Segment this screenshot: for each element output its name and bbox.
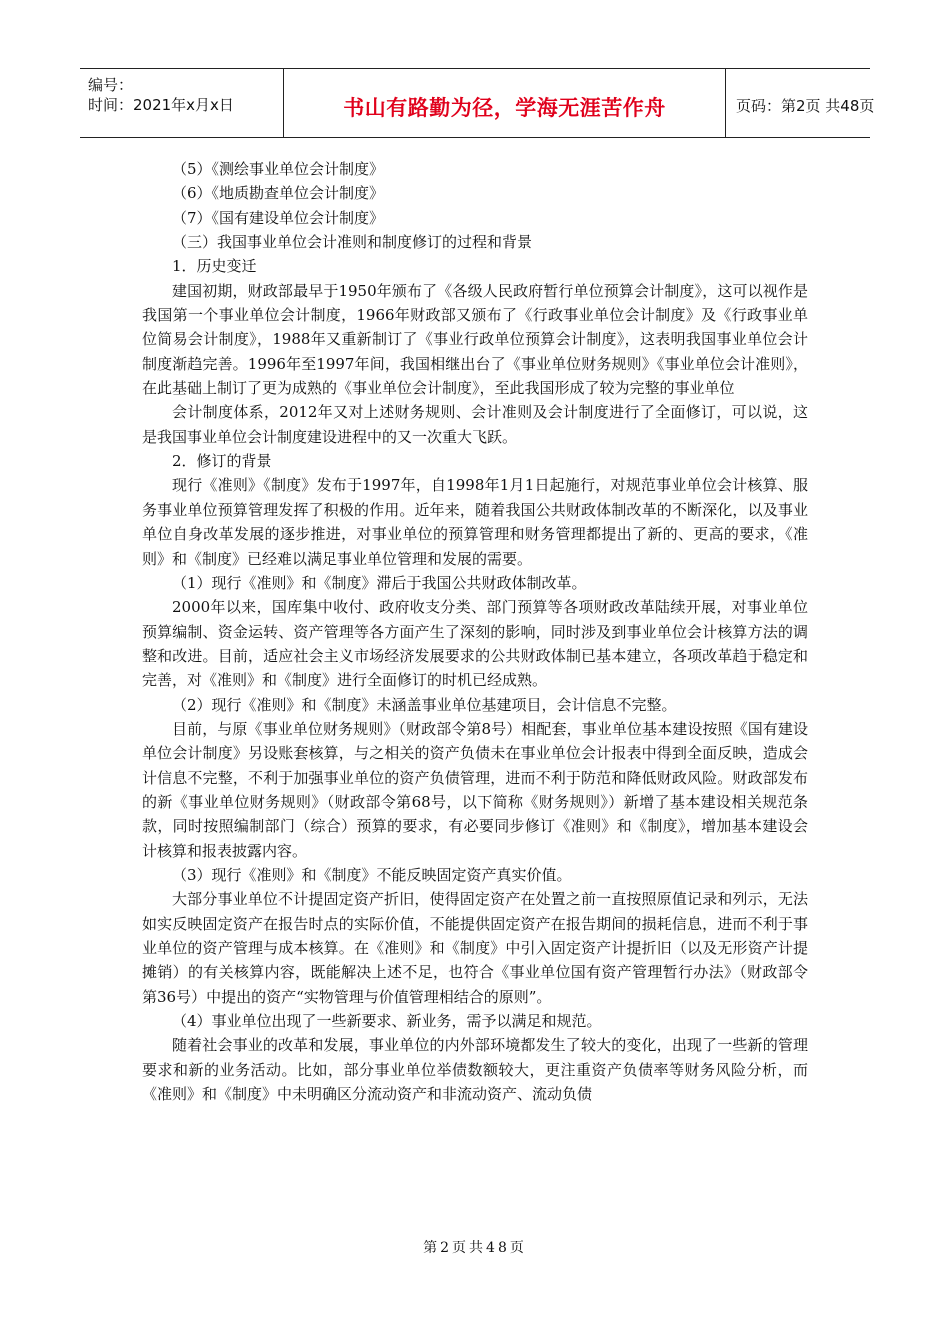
list-item-heading: （1）现行《准则》和《制度》滞后于我国公共财政体制改革。 <box>172 573 587 592</box>
paragraph: （6）《地质勘查单位会计制度》 <box>172 184 385 203</box>
section-heading: （三）我国事业单位会计准则和制度修订的过程和背景 <box>172 233 533 252</box>
motto: 书山有路勤为径，学海无涯苦作舟 <box>343 96 666 120</box>
document-body <box>142 157 808 1106</box>
paragraph: 现行《准则》《制度》发布于1997年，自1998年1月1日起施行，对规范事业单位会计核算、服务事业单位预算管理发挥了积极的作用。近年来，随着我国公共财政体制改革的不断深化，以及事业单位自身改革发展的逐步推进，对事业单位的预算管理和财务管理都提出了新的、更高的要求，《准则》和《制度》已经难以满足事业单位管理和发展的需要。 <box>142 476 808 568</box>
subsection-heading: 2．修订的背景 <box>172 452 272 471</box>
footer-page-number: 第2页共48页 <box>423 1240 527 1256</box>
paragraph: （7）《国有建设单位会计制度》 <box>172 208 385 227</box>
paragraph: 随着社会事业的改革和发展，事业单位的内外部环境都发生了较大的变化，出现了一些新的管理要求和新的业务活动。比如，部分事业单位举债数额较大，更注重资产负债率等财务风险分析，而《准则》和《制度》中未明确区分流动资产和非流动资产、流动负债 <box>142 1036 808 1104</box>
paragraph: 大部分事业单位不计提固定资产折旧，使得固定资产在处置之前一直按照原值记录和列示，无法如实反映固定资产在报告时点的实际价值，不能提供固定资产在报告期间的损耗信息，进而不利于事业单位的资产管理与成本核算。在《准则》和《制度》中引入固定资产计提折旧（以及无形资产计提摊销）的有关核算内容，既能解决上述不足，也符合《事业单位国有资产管理暂行办法》（财政部令第36号）中提出的资产“实物管理与价值管理相结合的原则”。 <box>142 890 808 1006</box>
document-number-label: 编号： <box>88 76 134 94</box>
header-motto-cell <box>284 69 726 137</box>
list-item-heading: （2）现行《准则》和《制度》未涵盖事业单位基建项目，会计信息不完整。 <box>172 695 677 714</box>
paragraph: （5）《测绘事业单位会计制度》 <box>172 160 385 178</box>
paragraph: 会计制度体系，2012年又对上述财务规则、会计准则及会计制度进行了全面修订，可以说，这是我国事业单位会计制度建设进程中的又一次重大飞跃。 <box>142 403 808 446</box>
paragraph: 2000年以来，国库集中收付、政府收支分类、部门预算等各项财政改革陆续开展，对事业单位预算编制、资金运转、资产管理等各方面产生了深刻的影响，同时涉及到事业单位会计核算方法的调整和改进。目前，适应社会主义市场经济发展要求的公共财政体制已基本建立，各项改革趋于稳定和完善，对《准则》和《制度》进行全面修订的时机已经成熟。 <box>142 598 808 690</box>
paragraph: 目前，与原《事业单位财务规则》（财政部令第8号）相配套，事业单位基本建设按照《国有建设单位会计制度》另设账套核算，与之相关的资产负债未在事业单位会计报表中得到全面反映，造成会计信息不完整，不利于加强事业单位的资产负债管理，进而不利于防范和降低财政风险。财政部发布的新《事业单位财务规则》（财政部令第68号，以下简称《财务规则》）新增了基本建设相关规范条款，同时按照编制部门（综合）预算的要求，有必要同步修订《准则》和《制度》，增加基本建设会计核算和报表披露内容。 <box>142 719 808 860</box>
document-date: 时间：2021年x月x日 <box>88 96 234 114</box>
page-info: 页码：第2页 共48页 <box>736 96 875 115</box>
subsection-heading: 1．历史变迁 <box>172 257 257 276</box>
page-footer <box>0 1237 950 1257</box>
page-header <box>80 68 875 138</box>
paragraph: 建国初期，财政部最早于1950年颁布了《各级人民政府暂行单位预算会计制度》，这可以视作是我国第一个事业单位会计制度，1966年财政部又颁布了《行政事业单位会计制度》及《行政事业单位简易会计制度》，1988年又重新制订了《事业行政单位预算会计制度》，这表明我国事业单位会计制度渐趋完善。1996年至1997年间，我国相继出台了《事业单位财务规则》《事业单位会计准则》，在此基础上制订了更为成熟的《事业单位会计制度》，至此我国形成了较为完整的事业单位 <box>142 281 808 398</box>
header-page-info-cell <box>726 69 875 137</box>
list-item-heading: （4）事业单位出现了一些新要求、新业务，需予以满足和规范。 <box>172 1012 602 1031</box>
list-item-heading: （3）现行《准则》和《制度》不能反映固定资产真实价值。 <box>172 865 572 884</box>
header-meta <box>80 69 284 137</box>
